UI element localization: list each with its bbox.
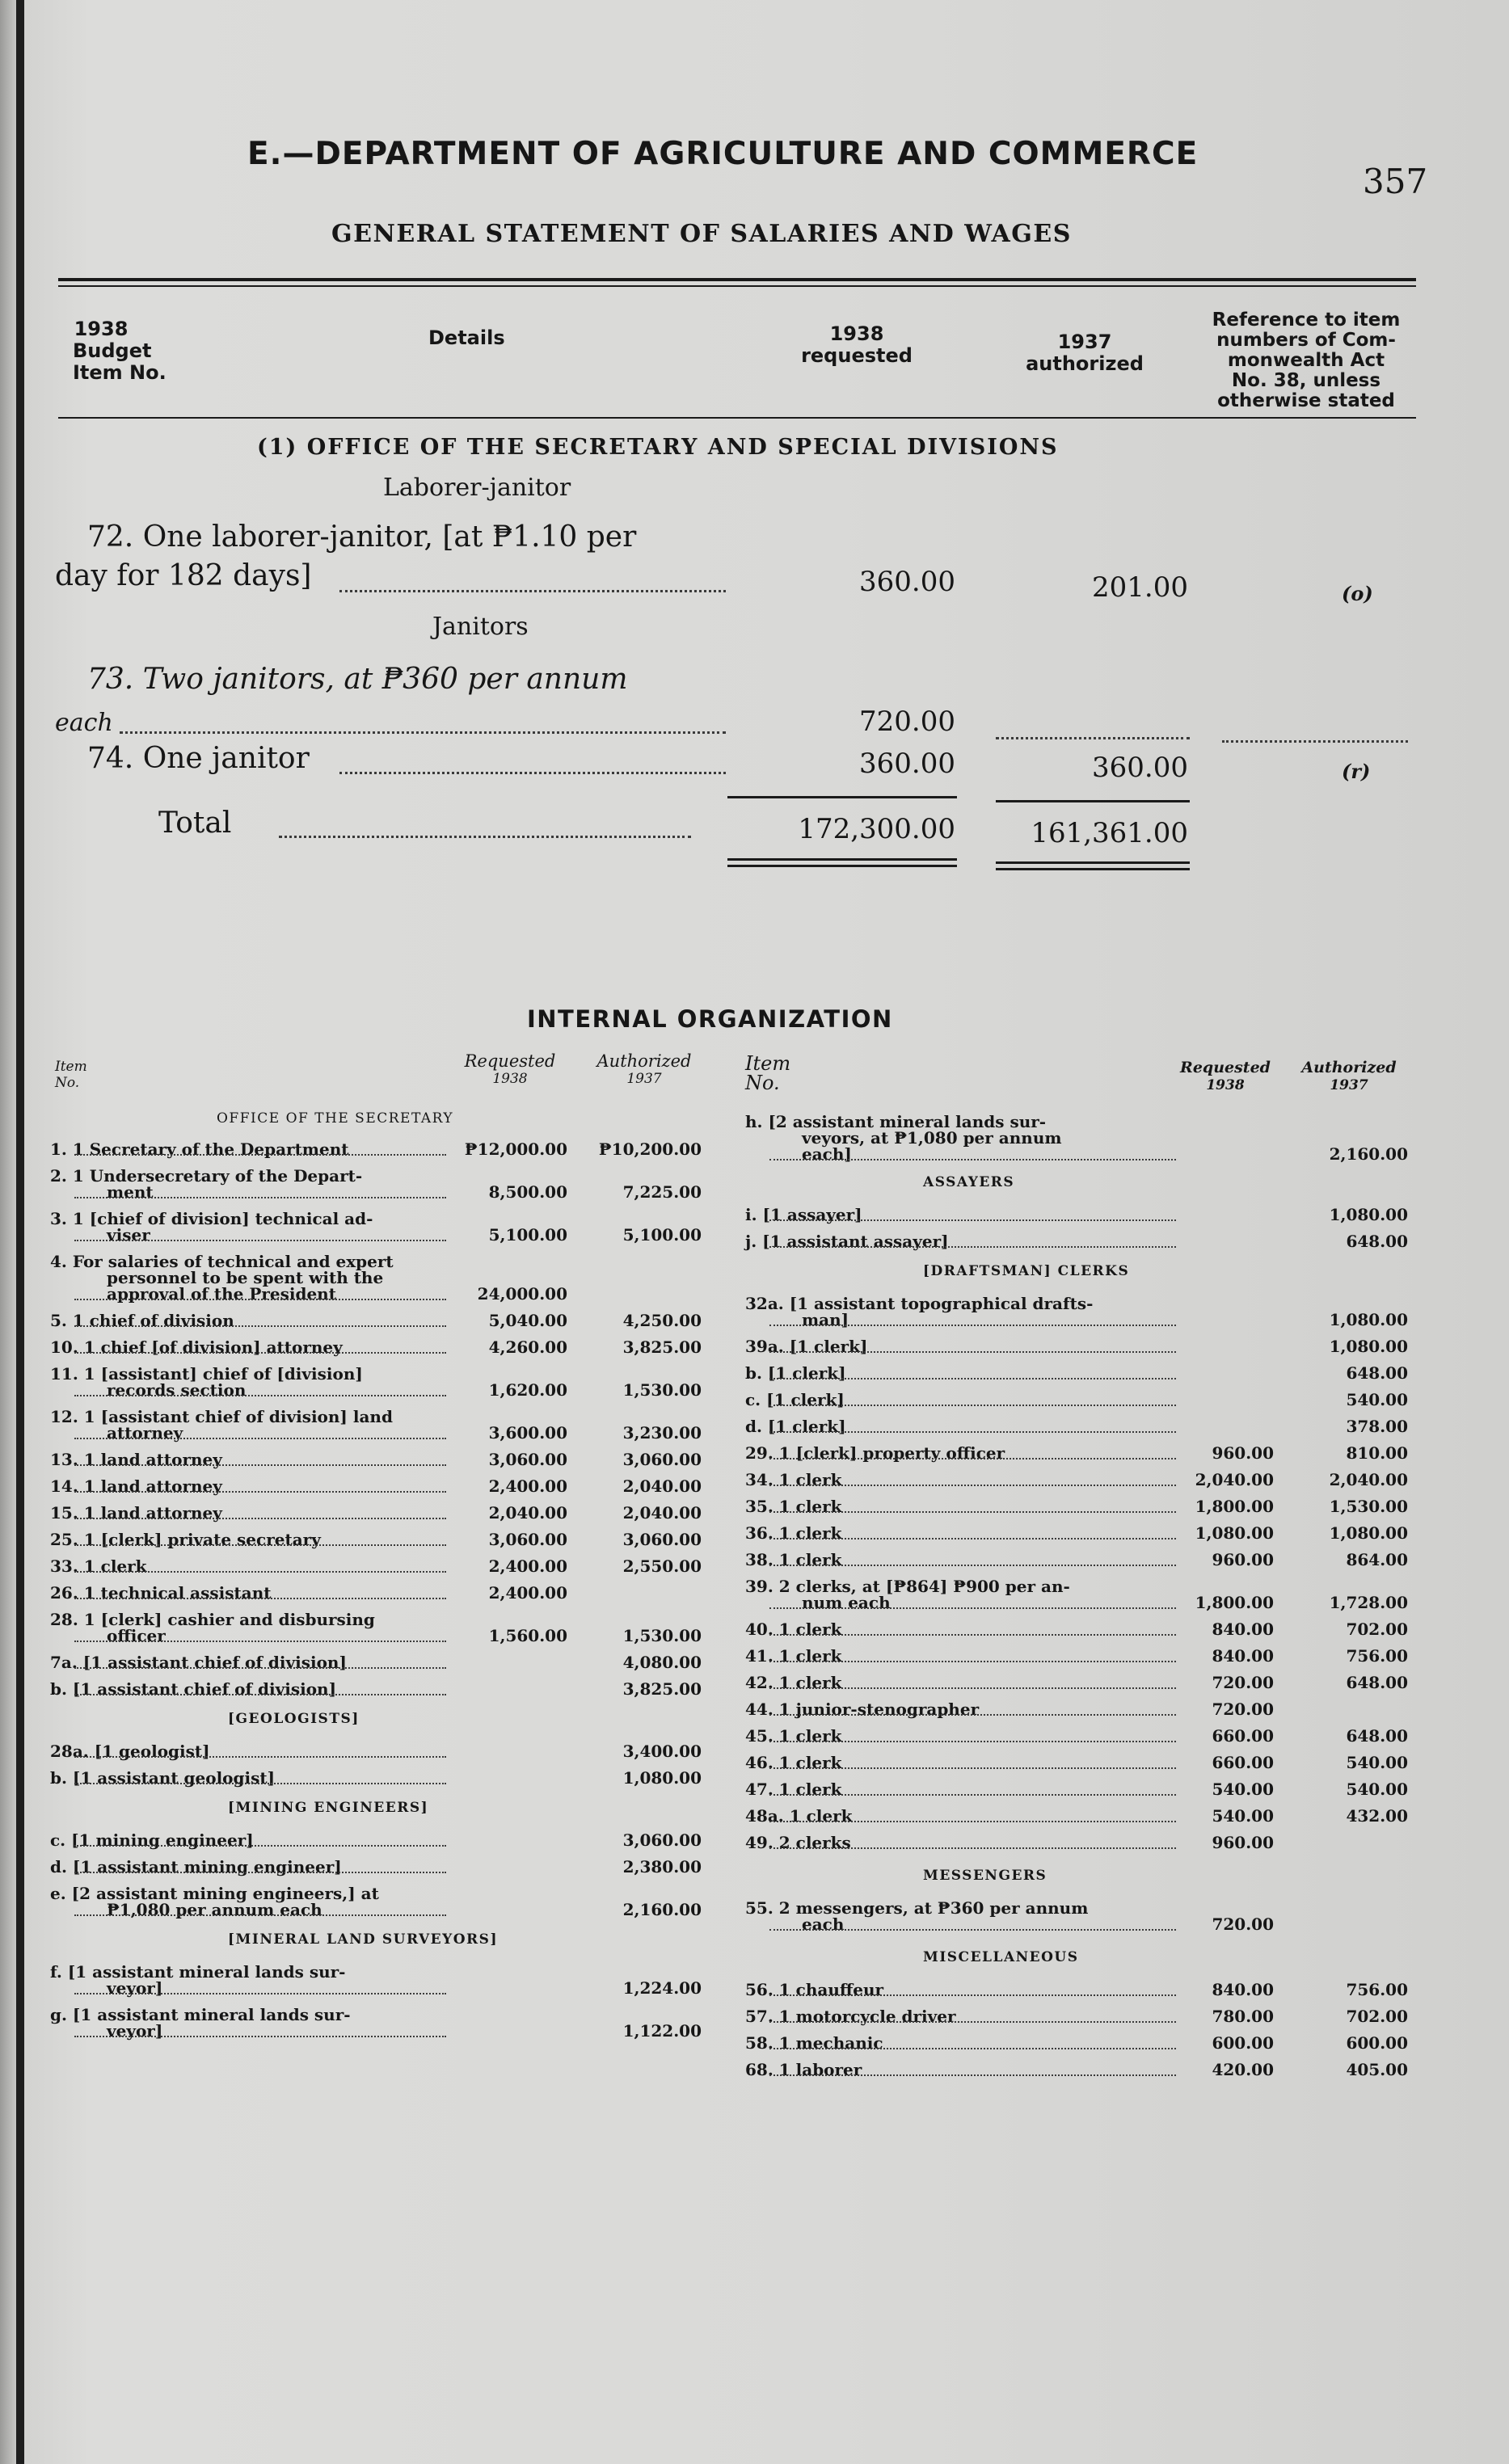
left-row-text: attorney [107, 1423, 183, 1443]
department-title: E.—DEPARTMENT OF AGRICULTURE AND COMMERCE [247, 136, 1199, 172]
left-row-text: 26. 1 technical assistant [50, 1583, 272, 1603]
left-row-text: 1. 1 Secretary of the Department [50, 1139, 349, 1159]
leader-dots [769, 1929, 1176, 1931]
leader-dots [769, 1159, 1176, 1160]
col-details: Details [428, 326, 505, 349]
total-double-rule [996, 868, 1190, 870]
item-74-label: 74. One janitor [87, 742, 310, 775]
item-72-requested: 360.00 [859, 566, 955, 598]
left-row-requested: ₱12,000.00 [464, 1139, 567, 1159]
misc-row-authorized: 405.00 [1346, 2060, 1408, 2079]
clerk-row-text: 36. 1 clerk [745, 1523, 842, 1543]
left-row-text: 13. 1 land attorney [50, 1450, 222, 1469]
general-statement-title: GENERAL STATEMENT OF SALARIES AND WAGES [331, 220, 1072, 248]
miscellaneous-heading: MISCELLANEOUS [923, 1949, 1079, 1965]
leader-dots [769, 1794, 1176, 1796]
left-row-text: 12. 1 [assistant chief of division] land [50, 1407, 393, 1426]
total-double-rule [996, 861, 1190, 864]
left-row-requested: 8,500.00 [488, 1182, 567, 1202]
left-row-requested: 2,400.00 [488, 1476, 567, 1496]
left-row-authorized: 1,530.00 [622, 1380, 702, 1400]
clerk-row-authorized: 540.00 [1346, 1780, 1408, 1799]
left-row-text: ment [107, 1182, 154, 1202]
left-row-text: 3. 1 [chief of division] technical ad- [50, 1209, 373, 1228]
leader-dots [74, 1914, 446, 1916]
clerk-row-text: b. [1 clerk] [745, 1363, 846, 1383]
leader-dots [74, 1464, 446, 1466]
item-72-reference: (o) [1342, 582, 1373, 605]
clerk-row-authorized: 648.00 [1346, 1673, 1408, 1692]
left-row-requested: 3,600.00 [488, 1423, 567, 1443]
clerk-row-requested: 2,040.00 [1195, 1470, 1274, 1489]
misc-row-text: 56. 1 chauffeur [745, 1980, 884, 1999]
clerk-row-requested: 960.00 [1212, 1833, 1274, 1852]
left-row-authorized: 4,250.00 [622, 1311, 702, 1330]
leader-dots [769, 1767, 1176, 1769]
assayer-row-text: i. [1 assayer] [745, 1205, 862, 1224]
leader-dots [769, 1351, 1176, 1353]
geologist-row-authorized: 3,400.00 [622, 1742, 702, 1761]
left-row-text: 7a. [1 assistant chief of division] [50, 1653, 347, 1672]
leader-dots [769, 2048, 1176, 2049]
leader-dots [74, 1518, 446, 1519]
misc-row-requested: 780.00 [1212, 2007, 1274, 2026]
surveyor-row-authorized: 1,122.00 [622, 2021, 702, 2041]
leader-dots [769, 1994, 1176, 1996]
subtotal-rule [996, 800, 1190, 802]
page-binding-edge [16, 0, 24, 2464]
office-heading: (1) OFFICE OF THE SECRETARY AND SPECIAL DIVISIONS [257, 435, 1059, 460]
clerk-row-requested: 720.00 [1212, 1700, 1274, 1719]
col-reference: Reference to item numbers of Com- monwealth Act No. 38, unless otherwise stated [1212, 310, 1401, 411]
clerks-heading: [DRAFTSMAN] CLERKS [923, 1263, 1130, 1279]
leader-dots [74, 1694, 446, 1695]
geologist-row-text: b. [1 assistant geologist] [50, 1768, 276, 1788]
left-row-authorized: 2,040.00 [622, 1503, 702, 1523]
clerk-row-text: c. [1 clerk] [745, 1390, 845, 1409]
leader-dots [769, 1634, 1176, 1636]
mining-row-authorized: 3,060.00 [622, 1830, 702, 1850]
leader-dots [74, 1756, 446, 1758]
leader-dots [769, 1431, 1176, 1433]
mining-row-text: e. [2 assistant mining engineers,] at [50, 1884, 379, 1903]
surveyor-row-text: veyor] [107, 2021, 163, 2041]
right-requested-header: Requested 1938 [1180, 1059, 1271, 1093]
clerk-row-text: 29. 1 [clerk] property officer [745, 1443, 1005, 1463]
clerk-row-authorized: 648.00 [1346, 1726, 1408, 1746]
right-authorized-header: Authorized 1937 [1301, 1059, 1397, 1093]
total-authorized: 161,361.00 [1031, 817, 1188, 849]
clerk-row-authorized: 540.00 [1346, 1753, 1408, 1772]
janitors-heading: Janitors [432, 613, 529, 641]
item-74-reference: (r) [1342, 760, 1371, 783]
col-requested: 1938 requested [801, 322, 913, 367]
left-row-text: 14. 1 land attorney [50, 1476, 222, 1496]
clerk-row-text: 38. 1 clerk [745, 1550, 842, 1569]
left-row-requested: 5,040.00 [488, 1311, 567, 1330]
misc-row-authorized: 702.00 [1346, 2007, 1408, 2026]
leader-dots [769, 2021, 1176, 2023]
item-74-authorized: 360.00 [1092, 752, 1188, 784]
blank-leader [1222, 740, 1408, 743]
left-row-requested: 4,260.00 [488, 1337, 567, 1357]
item-74-requested: 360.00 [859, 748, 955, 780]
left-row-authorized: 4,080.00 [622, 1653, 702, 1672]
clerk-row-text: num each [802, 1593, 891, 1612]
leader-dots [769, 1485, 1176, 1486]
left-row-authorized: 5,100.00 [622, 1225, 702, 1245]
left-row-authorized: 2,040.00 [622, 1476, 702, 1496]
mining-row-text: c. [1 mining engineer] [50, 1830, 254, 1850]
left-row-requested: 3,060.00 [488, 1450, 567, 1469]
surveyor-row-text: g. [1 assistant mineral lands sur- [50, 2005, 351, 2024]
col-budget-item: 1938 Budget Item No. [73, 318, 166, 384]
right-row-text: veyors, at ₱1,080 per annum [802, 1128, 1062, 1148]
left-row-requested: 3,060.00 [488, 1530, 567, 1549]
left-row-text: 5. 1 chief of division [50, 1311, 234, 1330]
leader-dots [74, 1154, 446, 1156]
leader-dots [769, 1246, 1176, 1248]
clerk-row-text: 47. 1 clerk [745, 1780, 842, 1799]
clerk-row-text: 41. 1 clerk [745, 1646, 842, 1666]
col-authorized: 1937 authorized [1026, 331, 1144, 375]
clerk-row-authorized: 1,080.00 [1329, 1310, 1408, 1329]
leader-dots [74, 1598, 446, 1599]
left-row-requested: 24,000.00 [477, 1284, 567, 1304]
total-double-rule [727, 865, 957, 867]
internal-organization-title: INTERNAL ORGANIZATION [527, 1005, 893, 1033]
leader-dots [74, 1845, 446, 1847]
clerk-row-authorized: 1,080.00 [1329, 1337, 1408, 1356]
left-row-authorized: 1,530.00 [622, 1626, 702, 1645]
leader-dots [339, 590, 726, 592]
clerk-row-requested: 1,080.00 [1195, 1523, 1274, 1543]
leader-dots [769, 1847, 1176, 1849]
leader-dots [769, 1661, 1176, 1662]
left-row-text: officer [107, 1626, 166, 1645]
leader-dots [74, 1993, 446, 1994]
geologist-row-authorized: 1,080.00 [622, 1768, 702, 1788]
mining-engineers-heading: [MINING ENGINEERS] [228, 1800, 429, 1816]
left-row-requested: 2,400.00 [488, 1556, 567, 1576]
laborer-janitor-heading: Laborer-janitor [383, 474, 571, 502]
left-authorized-header: Authorized 1937 [596, 1051, 692, 1087]
left-item-no-header: Item No. [55, 1059, 87, 1091]
clerk-row-text: 39a. [1 clerk] [745, 1337, 868, 1356]
left-row-text: approval of the President [107, 1284, 336, 1304]
page-number: 357 [1363, 162, 1428, 201]
left-row-authorized: 3,060.00 [622, 1450, 702, 1469]
total-requested: 172,300.00 [798, 813, 955, 845]
clerk-row-requested: 1,800.00 [1195, 1497, 1274, 1516]
leader-dots [74, 1667, 446, 1669]
assayer-row-authorized: 648.00 [1346, 1232, 1408, 1251]
clerk-row-requested: 840.00 [1212, 1646, 1274, 1666]
header-rule-bottom [58, 417, 1416, 419]
header-rule-top-thin [58, 285, 1416, 287]
leader-dots [769, 1378, 1176, 1379]
clerk-row-text: 34. 1 clerk [745, 1470, 842, 1489]
clerk-row-authorized: 1,728.00 [1329, 1593, 1408, 1612]
clerk-row-authorized: 864.00 [1346, 1550, 1408, 1569]
right-row-text: h. [2 assistant mineral lands sur- [745, 1112, 1047, 1131]
left-row-text: 28. 1 [clerk] cashier and disbursing [50, 1610, 375, 1629]
left-row-authorized: 3,230.00 [622, 1423, 702, 1443]
left-row-text: 11. 1 [assistant] chief of [division] [50, 1364, 363, 1384]
clerk-row-requested: 1,800.00 [1195, 1593, 1274, 1612]
clerk-row-text: 49. 2 clerks [745, 1833, 851, 1852]
right-row-text: each] [802, 1144, 852, 1164]
misc-row-text: 68. 1 laborer [745, 2060, 862, 2079]
clerk-row-requested: 960.00 [1212, 1550, 1274, 1569]
leader-dots [769, 1687, 1176, 1689]
leader-dots [769, 1538, 1176, 1539]
clerk-row-authorized: 756.00 [1346, 1646, 1408, 1666]
clerk-row-requested: 720.00 [1212, 1673, 1274, 1692]
item-72-line2: day for 182 days] [55, 559, 312, 592]
misc-row-authorized: 600.00 [1346, 2033, 1408, 2053]
misc-row-requested: 840.00 [1212, 1980, 1274, 1999]
subtotal-rule [727, 796, 957, 798]
clerk-row-authorized: 1,080.00 [1329, 1523, 1408, 1543]
left-row-authorized: 2,550.00 [622, 1556, 702, 1576]
misc-row-text: 58. 1 mechanic [745, 2033, 883, 2053]
left-row-text: 4. For salaries of technical and expert [50, 1252, 394, 1271]
left-row-authorized: ₱10,200.00 [598, 1139, 702, 1159]
leader-dots [74, 1197, 446, 1198]
clerk-row-text: 44. 1 junior-stenographer [745, 1700, 980, 1719]
clerk-row-text: 32a. [1 assistant topographical drafts- [745, 1294, 1094, 1313]
leader-dots [769, 1565, 1176, 1566]
left-row-text: b. [1 assistant chief of division] [50, 1679, 337, 1699]
leader-dots [769, 1458, 1176, 1459]
mining-row-text: ₱1,080 per annum each [107, 1900, 322, 1919]
left-row-text: personnel to be spent with the [107, 1268, 384, 1287]
item-73-line2: each [55, 709, 113, 737]
leader-dots [74, 1641, 446, 1642]
clerk-row-text: d. [1 clerk] [745, 1417, 846, 1436]
leader-dots [769, 1821, 1176, 1822]
leader-dots [74, 1325, 446, 1327]
surveyors-heading: [MINERAL LAND SURVEYORS] [228, 1931, 499, 1948]
clerk-row-requested: 540.00 [1212, 1780, 1274, 1799]
leader-dots [74, 1438, 446, 1439]
leader-dots [769, 1741, 1176, 1742]
assayers-heading: ASSAYERS [923, 1174, 1015, 1190]
geologist-row-text: 28a. [1 geologist] [50, 1742, 210, 1761]
messenger-row-requested: 720.00 [1212, 1914, 1274, 1934]
clerk-row-authorized: 1,530.00 [1329, 1497, 1408, 1516]
clerk-row-authorized: 540.00 [1346, 1390, 1408, 1409]
item-72-line1: 72. One laborer-janitor, [at ₱1.10 per [87, 520, 637, 554]
leader-dots [74, 1352, 446, 1354]
surveyor-row-authorized: 1,224.00 [622, 1978, 702, 1998]
leader-dots [74, 1491, 446, 1493]
messenger-row-text: each [802, 1914, 845, 1934]
right-item-no-header: Item No. [745, 1052, 791, 1094]
leader-dots [769, 2074, 1176, 2076]
clerk-row-text: 39. 2 clerks, at [₱864] ₱900 per an- [745, 1577, 1070, 1596]
clerk-row-text: 48a. 1 clerk [745, 1806, 853, 1826]
clerk-row-requested: 660.00 [1212, 1726, 1274, 1746]
surveyor-row-text: f. [1 assistant mineral lands sur- [50, 1962, 346, 1982]
left-row-authorized: 7,225.00 [622, 1182, 702, 1202]
item-73-line1: 73. Two janitors, at ₱360 per annum [87, 663, 628, 696]
clerk-row-authorized: 2,040.00 [1329, 1470, 1408, 1489]
clerk-row-text: man] [802, 1310, 849, 1329]
header-rule-top [58, 278, 1416, 281]
left-row-text: 33. 1 clerk [50, 1556, 147, 1576]
clerk-row-requested: 660.00 [1212, 1753, 1274, 1772]
geologists-heading: [GEOLOGISTS] [228, 1711, 360, 1727]
left-row-authorized: 3,825.00 [622, 1337, 702, 1357]
left-row-requested: 1,560.00 [488, 1626, 567, 1645]
left-row-text: records section [107, 1380, 247, 1400]
surveyor-row-text: veyor] [107, 1978, 163, 1998]
clerk-row-text: 45. 1 clerk [745, 1726, 842, 1746]
leader-dots [74, 1783, 446, 1784]
office-of-secretary-heading: OFFICE OF THE SECRETARY [217, 1110, 454, 1127]
leader-dots [769, 1607, 1176, 1609]
leader-dots [74, 1571, 446, 1573]
leader-dots [769, 1511, 1176, 1513]
left-row-text: 10. 1 chief [of division] attorney [50, 1337, 343, 1357]
mining-row-text: d. [1 assistant mining engineer] [50, 1857, 342, 1876]
leader-dots [74, 1544, 446, 1546]
clerk-row-authorized: 378.00 [1346, 1417, 1408, 1436]
left-row-requested: 1,620.00 [488, 1380, 567, 1400]
left-requested-header: Requested 1938 [464, 1051, 556, 1087]
leader-dots [769, 1405, 1176, 1406]
leader-dots [769, 1219, 1176, 1221]
item-72-authorized: 201.00 [1092, 571, 1188, 604]
leader-dots [74, 1872, 446, 1873]
clerk-row-authorized: 810.00 [1346, 1443, 1408, 1463]
mining-row-authorized: 2,380.00 [622, 1857, 702, 1876]
messengers-heading: MESSENGERS [923, 1868, 1047, 1884]
clerk-row-authorized: 432.00 [1346, 1806, 1408, 1826]
leader-dots [74, 1240, 446, 1241]
assayer-row-authorized: 1,080.00 [1329, 1205, 1408, 1224]
left-row-text: 15. 1 land attorney [50, 1503, 222, 1523]
total-double-rule [727, 858, 957, 861]
page-binding-shadow [0, 0, 16, 2464]
left-row-requested: 2,040.00 [488, 1503, 567, 1523]
left-row-text: viser [107, 1225, 150, 1245]
blank-leader [996, 737, 1190, 739]
left-row-authorized: 3,825.00 [622, 1679, 702, 1699]
leader-dots [339, 772, 726, 774]
right-row-authorized: 2,160.00 [1329, 1144, 1408, 1164]
item-73-requested: 720.00 [859, 706, 955, 738]
misc-row-text: 57. 1 motorcycle driver [745, 2007, 956, 2026]
leader-dots [120, 731, 726, 734]
clerk-row-authorized: 702.00 [1346, 1620, 1408, 1639]
clerk-row-text: 46. 1 clerk [745, 1753, 842, 1772]
misc-row-requested: 420.00 [1212, 2060, 1274, 2079]
misc-row-authorized: 756.00 [1346, 1980, 1408, 1999]
leader-dots [769, 1325, 1176, 1326]
left-row-authorized: 3,060.00 [622, 1530, 702, 1549]
clerk-row-requested: 540.00 [1212, 1806, 1274, 1826]
clerk-row-requested: 840.00 [1212, 1620, 1274, 1639]
leader-dots [769, 1714, 1176, 1716]
left-row-text: 2. 1 Undersecretary of the Depart- [50, 1166, 363, 1186]
clerk-row-authorized: 648.00 [1346, 1363, 1408, 1383]
leader-dots [74, 1395, 446, 1396]
left-row-requested: 5,100.00 [488, 1225, 567, 1245]
left-row-text: 25. 1 [clerk] private secretary [50, 1530, 321, 1549]
leader-dots [279, 836, 691, 838]
mining-row-authorized: 2,160.00 [622, 1900, 702, 1919]
total-label: Total [158, 807, 232, 840]
left-row-requested: 2,400.00 [488, 1583, 567, 1603]
clerk-row-text: 40. 1 clerk [745, 1620, 842, 1639]
clerk-row-text: 35. 1 clerk [745, 1497, 842, 1516]
assayer-row-text: j. [1 assistant assayer] [745, 1232, 949, 1251]
leader-dots [74, 2036, 446, 2037]
clerk-row-text: 42. 1 clerk [745, 1673, 842, 1692]
messenger-row-text: 55. 2 messengers, at ₱360 per annum [745, 1898, 1089, 1918]
leader-dots [74, 1299, 446, 1300]
clerk-row-requested: 960.00 [1212, 1443, 1274, 1463]
misc-row-requested: 600.00 [1212, 2033, 1274, 2053]
